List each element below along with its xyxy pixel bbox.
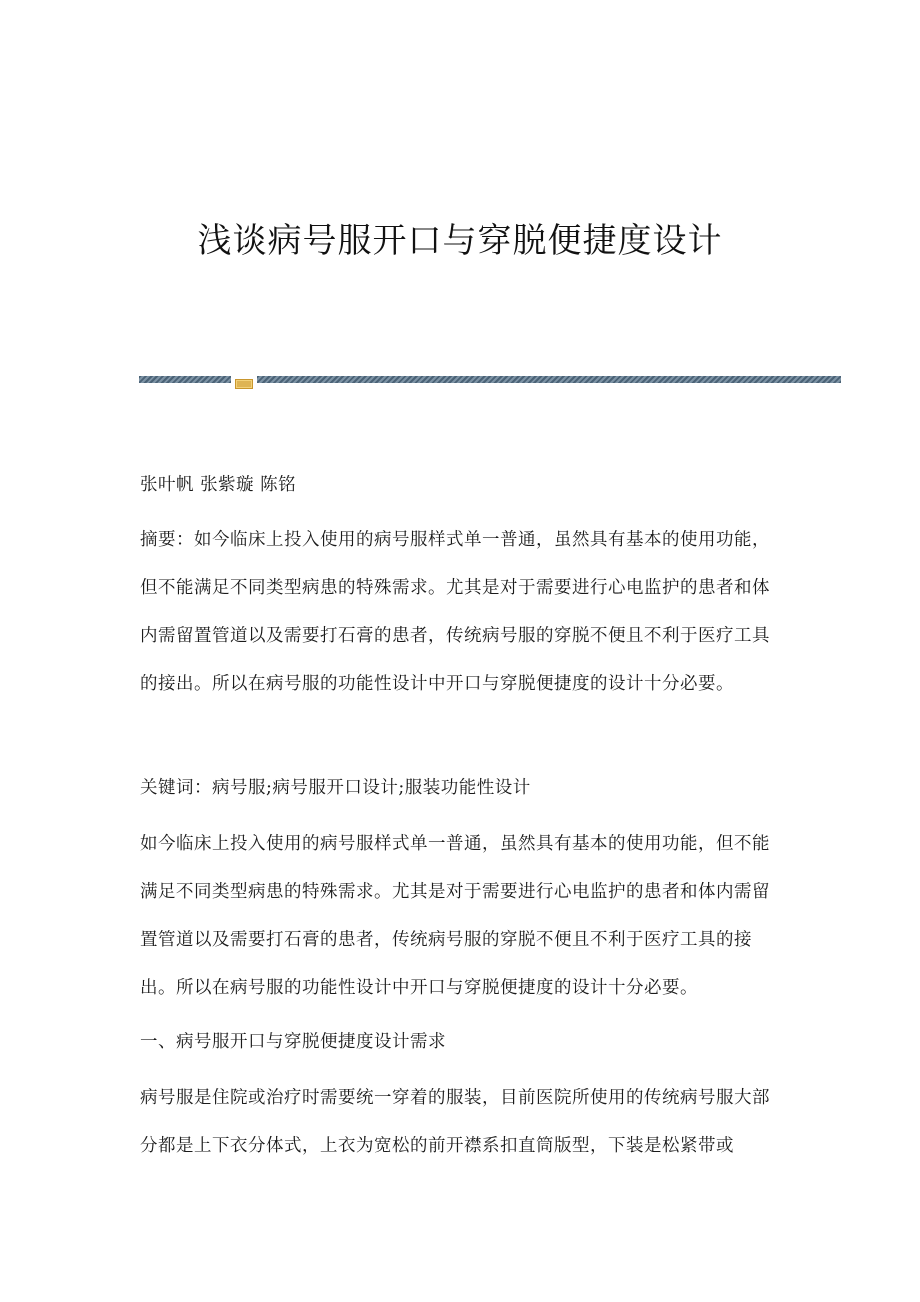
keywords-line: 关键词：病号服;病号服开口设计;服装功能性设计: [140, 778, 531, 798]
author-line: 张叶帆 张紫璇 陈铭: [140, 475, 297, 495]
intro-paragraph: 如今临床上投入使用的病号服样式单一普通，虽然具有基本的使用功能，但不能满足不同类型病患的特殊需求。尤其是对于需要进行心电监护的患者和体内需留置管道以及需要打石膏的患者，传统病号服的穿脱不便且不利于医疗工具的接出。所以在病号服的功能性设计中开口与穿脱便捷度的设计十分必要。: [140, 834, 770, 998]
abstract-paragraph: 摘要：如今临床上投入使用的病号服样式单一普通，虽然具有基本的使用功能，但不能满足不同类型病患的特殊需求。尤其是对于需要进行心电监护的患者和体内需留置管道以及需要打石膏的患者，传统病号服的穿脱不便且不利于医疗工具的接出。所以在病号服的功能性设计中开口与穿脱便捷度的设计十分必要。: [140, 530, 770, 694]
section-paragraph: 病号服是住院或治疗时需要统一穿着的服装，目前医院所使用的传统病号服大部分都是上下衣分体式，上衣为宽松的前开襟系扣直筒版型，下装是松紧带或: [140, 1088, 770, 1156]
document-title: 浅谈病号服开口与穿脱便捷度设计: [197, 221, 723, 261]
divider-ornament-icon: [235, 374, 253, 384]
divider-bar-right: [257, 376, 841, 383]
title-divider: [139, 374, 841, 384]
divider-bar-left: [139, 376, 231, 383]
section-heading: 一、病号服开口与穿脱便捷度设计需求: [140, 1032, 446, 1052]
